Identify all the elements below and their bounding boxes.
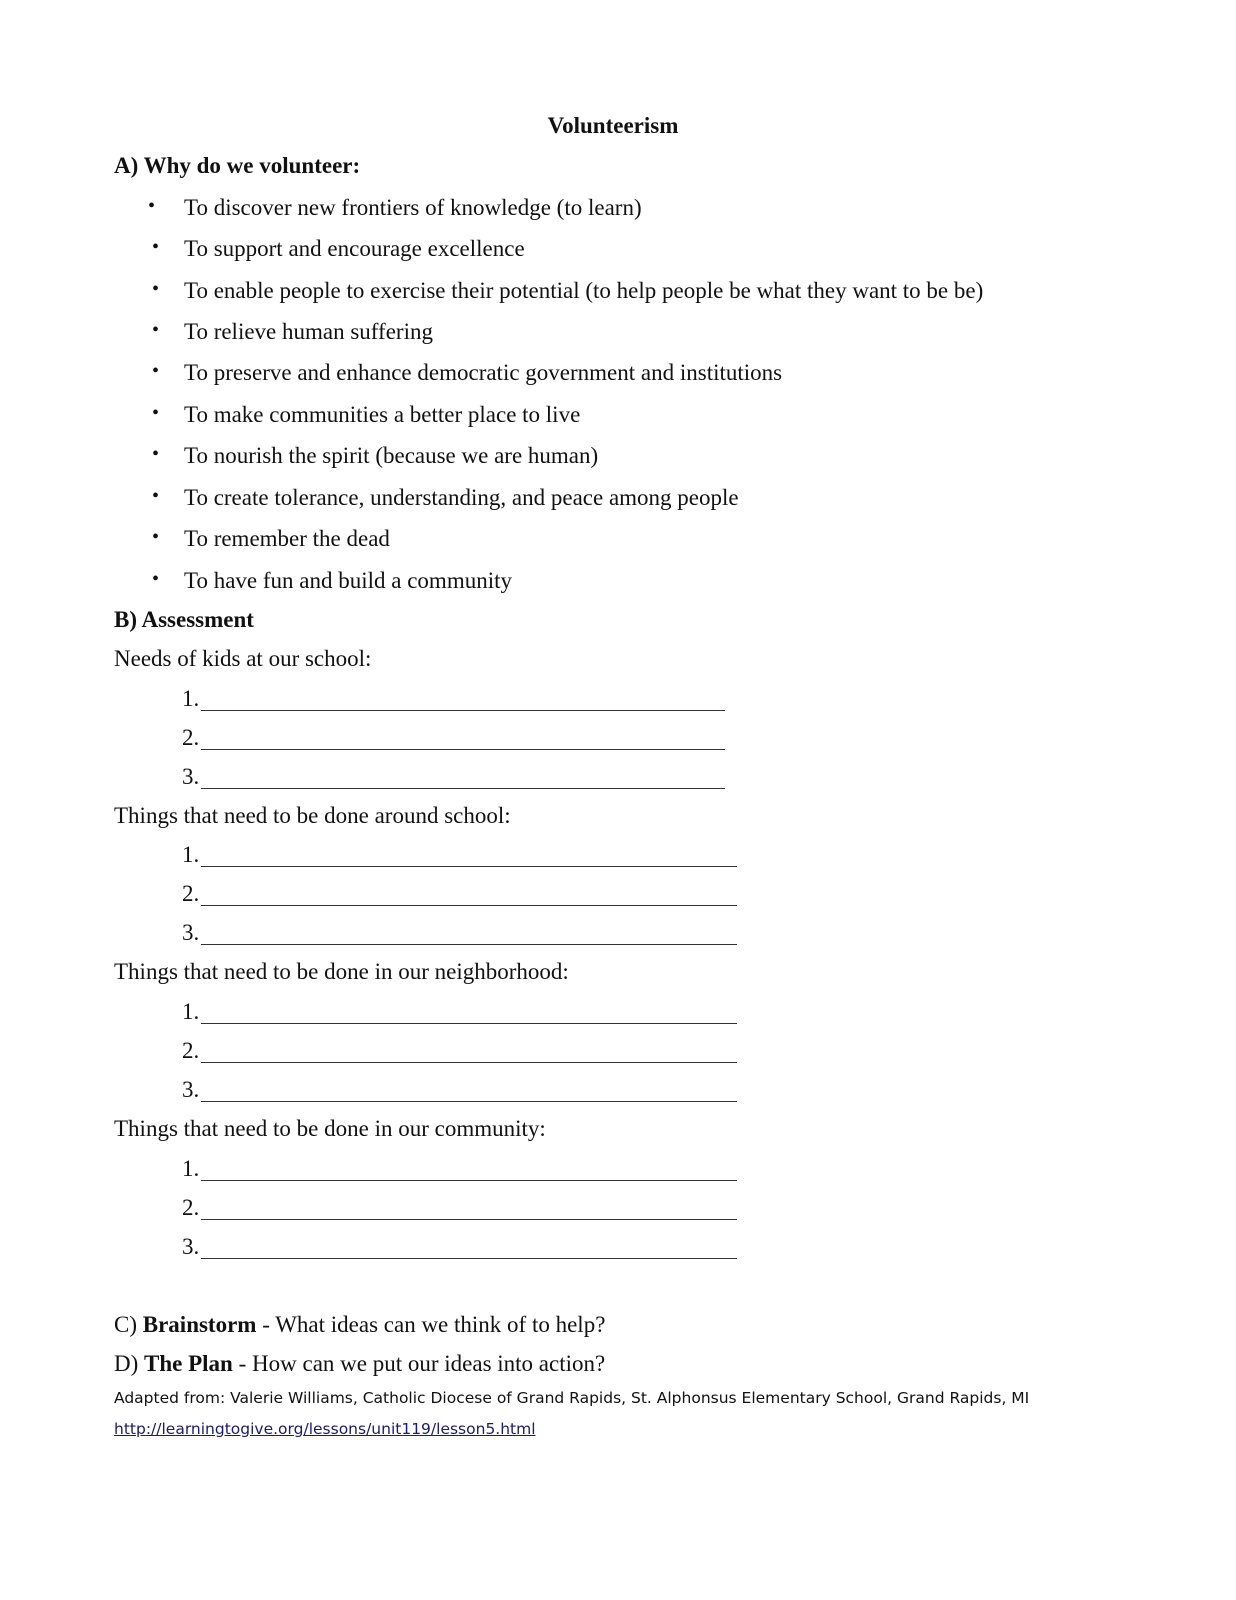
bullet-text: To discover new frontiers of knowledge (to learn)	[184, 195, 642, 220]
bullet-text: To make communities a better place to live	[184, 402, 581, 427]
page-title-text: Volunteerism	[547, 113, 679, 138]
section-d-question: - How can we put our ideas into action?	[232, 1351, 606, 1376]
blank-number: 1.	[182, 999, 200, 1024]
assessment-group-label: Things that need to be done in our community:	[114, 1116, 546, 1141]
source-attribution: Adapted from: Valerie Williams, Catholic Diocese of Grand Rapids, St. Alphonsus Elementary School, Grand Rapids, MI	[114, 1389, 1030, 1407]
bullet-icon: •	[148, 195, 156, 217]
blank-line[interactable]	[201, 944, 737, 945]
blank-number: 2.	[182, 881, 200, 906]
bullet-icon: •	[152, 236, 160, 258]
blank-line[interactable]	[201, 866, 737, 867]
bullet-icon: •	[152, 485, 160, 507]
blank-line[interactable]	[201, 1180, 737, 1181]
bullet-text: To preserve and enhance democratic government and institutions	[184, 360, 783, 385]
bullet-icon: •	[152, 360, 160, 382]
blank-line[interactable]	[201, 788, 725, 789]
bullet-text: To support and encourage excellence	[184, 236, 525, 261]
blank-number: 3.	[182, 920, 200, 945]
section-d-plan	[114, 1351, 605, 1377]
blank-number: 3.	[182, 1077, 200, 1102]
page-title	[0, 113, 1236, 139]
bullet-icon: •	[152, 526, 160, 548]
source-link[interactable]: http://learningtogive.org/lessons/unit119/lesson5.html	[114, 1420, 536, 1438]
bullet-text: To enable people to exercise their potential (to help people be what they want to be be)	[184, 278, 984, 303]
blank-number: 2.	[182, 1038, 200, 1063]
blank-line[interactable]	[201, 905, 737, 906]
blank-number: 1.	[182, 1156, 200, 1181]
blank-line[interactable]	[201, 749, 725, 750]
bullet-text: To relieve human suffering	[184, 319, 433, 344]
blank-number: 3.	[182, 764, 200, 789]
bullet-text: To remember the dead	[184, 526, 390, 551]
section-a-heading: A) Why do we volunteer:	[114, 153, 361, 178]
section-b-heading: B) Assessment	[114, 607, 254, 632]
blank-line[interactable]	[201, 1258, 737, 1259]
bullet-icon: •	[152, 568, 160, 590]
assessment-group-label: Things that need to be done in our neighborhood:	[114, 959, 569, 984]
blank-number: 2.	[182, 1195, 200, 1220]
blank-number: 1.	[182, 686, 200, 711]
blank-number: 3.	[182, 1234, 200, 1259]
bullet-icon: •	[152, 402, 160, 424]
bullet-text: To nourish the spirit (because we are human)	[184, 443, 599, 468]
blank-number: 2.	[182, 725, 200, 750]
section-c-question: - What ideas can we think of to help?	[256, 1312, 606, 1337]
blank-line[interactable]	[201, 1219, 737, 1220]
bullet-text: To create tolerance, understanding, and peace among people	[184, 485, 739, 510]
bullet-icon: •	[152, 443, 160, 465]
section-c-title: Brainstorm	[142, 1312, 257, 1337]
section-d-title: The Plan	[144, 1351, 233, 1376]
blank-line[interactable]	[201, 1062, 737, 1063]
blank-number: 1.	[182, 842, 200, 867]
blank-line[interactable]	[201, 1023, 737, 1024]
blank-line[interactable]	[201, 1101, 737, 1102]
section-c-brainstorm	[114, 1312, 605, 1338]
assessment-group-label: Needs of kids at our school:	[114, 646, 372, 671]
bullet-text: To have fun and build a community	[184, 568, 512, 593]
blank-line[interactable]	[201, 710, 725, 711]
section-d-prefix: D)	[114, 1351, 145, 1376]
bullet-icon: •	[152, 319, 160, 341]
bullet-icon: •	[152, 278, 160, 300]
section-c-prefix: C)	[114, 1312, 143, 1337]
assessment-group-label: Things that need to be done around school:	[114, 803, 511, 828]
